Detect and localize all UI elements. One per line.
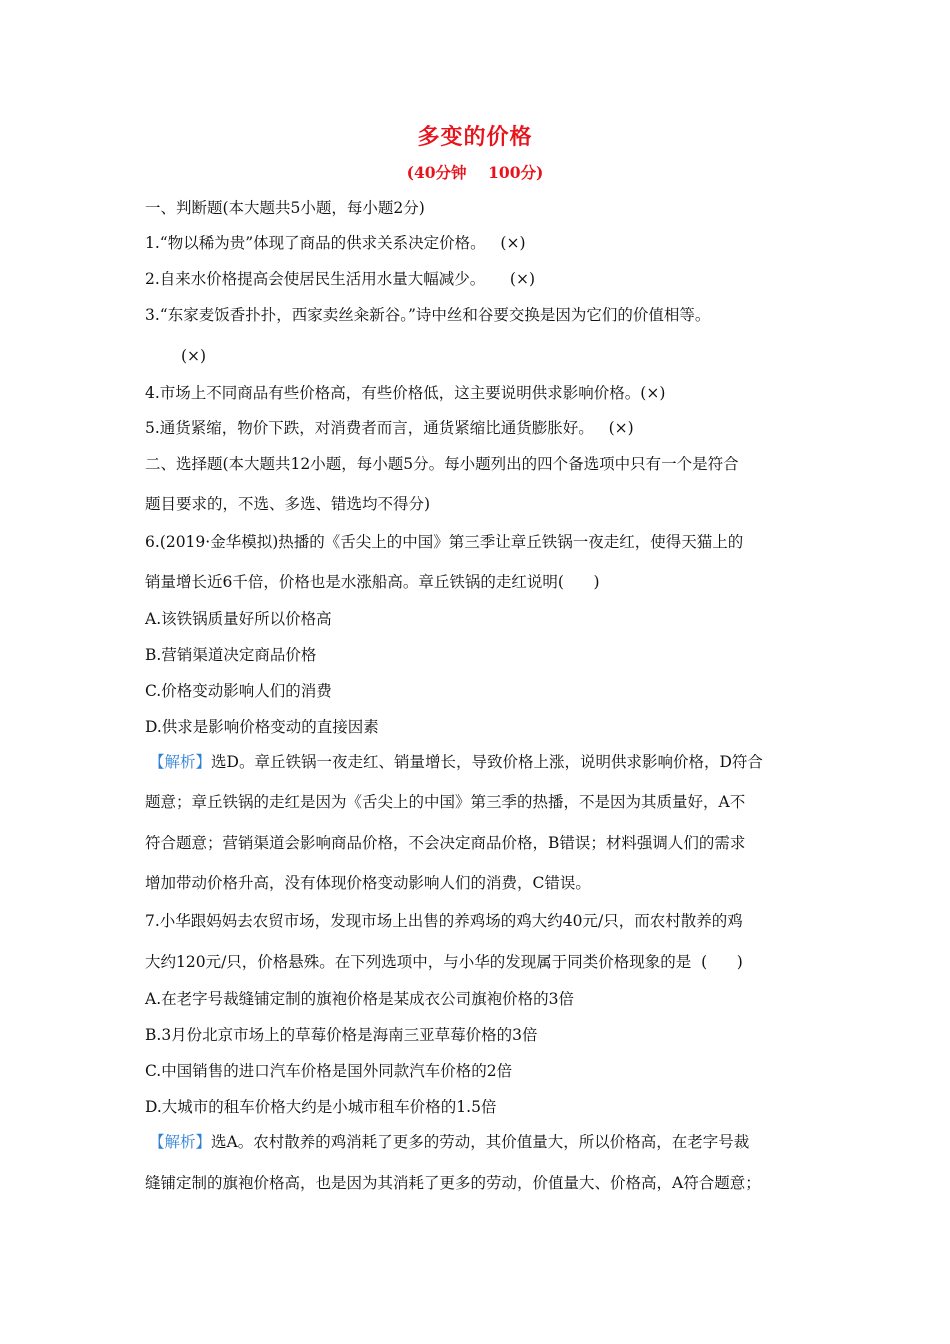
section1-heading: 一、判断题(本大题共5小题，每小题2分): [145, 199, 425, 217]
page-subtitle: (40分钟 100分): [406, 163, 544, 182]
q6-analysis-line1: [149, 752, 829, 772]
q7-option-b: B.3月份北京市场上的草莓价格是海南三亚草莓价格的3倍: [145, 1026, 538, 1044]
section2-heading-line2: 题目要求的，不选、多选、错选均不得分): [145, 495, 431, 513]
judge-item-4: 4.市场上不同商品有些价格高，有些价格低，这主要说明供求影响价格。(×): [145, 384, 666, 402]
q7-option-d: D.大城市的租车价格大约是小城市租车价格的1.5倍: [145, 1098, 497, 1116]
q6-option-d: D.供求是影响价格变动的直接因素: [145, 718, 379, 736]
q7-option-a: A.在老字号裁缝铺定制的旗袍价格是某成衣公司旗袍价格的3倍: [145, 990, 574, 1008]
judge-item-1: 1.“物以稀为贵”体现了商品的供求关系决定价格。 (×): [145, 234, 526, 252]
judge-item-2: 2.自来水价格提高会使居民生活用水量大幅减少。 (×): [145, 270, 536, 288]
judge-item-5: 5.通货紧缩，物价下跌，对消费者而言，通货紧缩比通货膨胀好。 (×): [145, 419, 634, 437]
q6-option-c: C.价格变动影响人们的消费: [145, 682, 332, 700]
q6-option-b: B.营销渠道决定商品价格: [145, 646, 317, 664]
q6-analysis-line3: 符合题意；营销渠道会影响商品价格，不会决定商品价格，B错误；材料强调人们的需求: [145, 834, 746, 852]
judge-item-3: 3.“东家麦饭香扑扑，西家卖丝籴新谷。”诗中丝和谷要交换是因为它们的价值相等。: [145, 306, 711, 324]
q6-analysis-line4: 增加带动价格升高，没有体现价格变动影响人们的消费，C错误。: [145, 874, 591, 892]
analysis-tag: 【解析】: [149, 753, 212, 771]
q6-stem-line1: 6.(2019·金华模拟)热播的《舌尖上的中国》第三季让章丘铁锅一夜走红，使得天猫上的: [145, 533, 744, 551]
q7-stem-line2: 大约120元/只，价格悬殊。在下列选项中，与小华的发现属于同类价格现象的是 ( ): [145, 953, 743, 971]
q6-analysis-line2: 题意；章丘铁锅的走红是因为《舌尖上的中国》第三季的热播，不是因为其质量好，A不: [145, 793, 746, 811]
page-title: 多变的价格: [417, 124, 533, 150]
q7-option-c: C.中国销售的进口汽车价格是国外同款汽车价格的2倍: [145, 1062, 513, 1080]
analysis-tag: 【解析】: [149, 1133, 212, 1151]
q6-option-a: A.该铁锅质量好所以价格高: [145, 610, 332, 628]
section2-heading-line1: 二、选择题(本大题共12小题，每小题5分。每小题列出的四个备选项中只有一个是符合: [145, 455, 739, 473]
q7-analysis-line1: [149, 1132, 829, 1152]
q7-analysis-line2: 缝铺定制的旗袍价格高，也是因为其消耗了更多的劳动，价值量大、价格高，A符合题意；: [145, 1174, 761, 1192]
judge-item-3-answer: (×): [181, 347, 207, 365]
analysis-text: 选D。章丘铁锅一夜走红、销量增长，导致价格上涨，说明供求影响价格，D符合: [211, 753, 763, 771]
q6-stem-line2: 销量增长近6千倍，价格也是水涨船高。章丘铁锅的走红说明( ): [145, 573, 600, 591]
analysis-text: 选A。农村散养的鸡消耗了更多的劳动，其价值量大，所以价格高，在老字号裁: [211, 1133, 750, 1151]
q7-stem-line1: 7.小华跟妈妈去农贸市场，发现市场上出售的养鸡场的鸡大约40元/只，而农村散养的鸡: [145, 912, 743, 930]
